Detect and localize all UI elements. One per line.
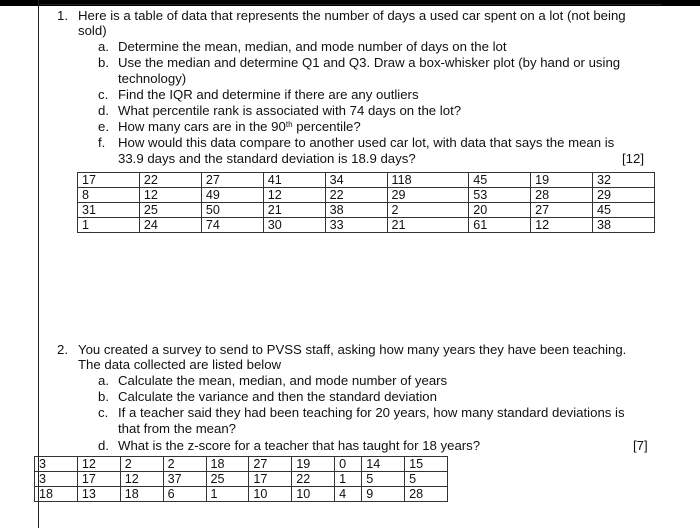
q1-e-sup: th (285, 120, 293, 129)
table-cell: 27 (531, 203, 593, 218)
table-cell: 32 (593, 173, 655, 188)
table-cell: 61 (469, 218, 531, 233)
table-row (35, 487, 448, 502)
table-row (78, 218, 655, 233)
table-cell: 17 (249, 472, 292, 487)
table-cell: 6 (163, 487, 206, 502)
q1-d-letter: d. (98, 103, 109, 118)
q1-marks: [12] (622, 151, 644, 166)
table-cell: 12 (77, 457, 120, 472)
top-rule (38, 4, 662, 5)
table-cell: 34 (325, 173, 387, 188)
table-cell: 50 (201, 203, 263, 218)
table-cell: 12 (120, 472, 163, 487)
top-border (0, 0, 700, 6)
q2-a-text: Calculate the mean, median, and mode number of years (118, 373, 448, 388)
table-cell: 1 (78, 218, 140, 233)
q2-d-text: What is the z-score for a teacher that has taught for 18 years? (118, 438, 481, 453)
table-cell: 1 (206, 487, 249, 502)
table-cell: 19 (531, 173, 593, 188)
table-cell: 19 (292, 457, 335, 472)
table-cell: 49 (201, 188, 263, 203)
q2-c-line-2: that from the mean? (118, 421, 237, 436)
table-cell: 1 (335, 472, 362, 487)
table-cell: 28 (405, 487, 448, 502)
table-cell: 14 (362, 457, 405, 472)
q2-stem-line-2: The data collected are listed below (78, 357, 282, 372)
q1-stem-line-2: sold) (78, 23, 107, 38)
table-cell: 12 (531, 218, 593, 233)
table-cell: 18 (206, 457, 249, 472)
table-cell: 24 (139, 218, 201, 233)
q1-a-letter: a. (98, 39, 109, 54)
table-cell: 31 (78, 203, 140, 218)
q1-stem-line-1: Here is a table of data that represents the number of days a used car spent on a lot (not being (78, 8, 626, 23)
q1-e-post: percentile? (292, 119, 361, 134)
table-row (35, 457, 448, 472)
q2-c-letter: c. (98, 405, 109, 420)
table-cell: 5 (362, 472, 405, 487)
table-cell: 29 (387, 188, 469, 203)
table-cell: 74 (201, 218, 263, 233)
table-cell: 22 (139, 173, 201, 188)
table-cell: 10 (292, 487, 335, 502)
table-cell: 9 (362, 487, 405, 502)
table-cell: 13 (77, 487, 120, 502)
table-cell: 17 (77, 472, 120, 487)
q1-c-letter: c. (98, 87, 109, 102)
table-cell: 21 (263, 203, 325, 218)
table-cell: 30 (263, 218, 325, 233)
q1-e-pre: How many cars are in the 90 (118, 119, 286, 134)
q2-c-line-1: If a teacher said they had been teaching for 20 years, how many standard deviations is (118, 405, 625, 420)
q1-number: 1. (57, 8, 68, 23)
table-cell: 27 (201, 173, 263, 188)
table-cell: 29 (593, 188, 655, 203)
q2-data-table (34, 456, 448, 502)
table-cell: 4 (335, 487, 362, 502)
q1-b-letter: b. (98, 55, 109, 70)
q2-b-letter: b. (98, 389, 109, 404)
table-cell: 18 (35, 487, 78, 502)
q1-d-text: What percentile rank is associated with 74 days on the lot? (118, 103, 462, 118)
table-cell: 25 (139, 203, 201, 218)
table-cell: 12 (139, 188, 201, 203)
table-cell: 41 (263, 173, 325, 188)
q1-c-text: Find the IQR and determine if there are any outliers (118, 87, 419, 102)
table-cell: 27 (249, 457, 292, 472)
table-cell: 21 (387, 218, 469, 233)
table-cell: 12 (263, 188, 325, 203)
q1-a-text: Determine the mean, median, and mode number of days on the lot (118, 39, 507, 54)
table-cell: 20 (469, 203, 531, 218)
left-margin-line (38, 0, 39, 528)
table-cell: 22 (325, 188, 387, 203)
table-cell: 2 (163, 457, 206, 472)
table-cell: 3 (35, 472, 78, 487)
q2-number: 2. (57, 342, 68, 357)
q1-f-line-1: How would this data compare to another used car lot, with data that says the mean is (118, 135, 615, 150)
table-cell: 5 (405, 472, 448, 487)
table-row (78, 173, 655, 188)
table-cell: 33 (325, 218, 387, 233)
table-row (78, 188, 655, 203)
table-cell: 53 (469, 188, 531, 203)
q2-marks: [7] (633, 438, 648, 453)
q1-f-letter: f. (98, 135, 106, 150)
table-cell: 37 (163, 472, 206, 487)
q1-b-line-1: Use the median and determine Q1 and Q3. Draw a box-whisker plot (by hand or using (118, 55, 621, 70)
table-row (78, 203, 655, 218)
table-cell: 45 (593, 203, 655, 218)
table-cell: 2 (120, 457, 163, 472)
table-cell: 17 (78, 173, 140, 188)
q1-e-letter: e. (98, 119, 109, 134)
table-cell: 118 (387, 173, 469, 188)
table-cell: 8 (78, 188, 140, 203)
q2-d-letter: d. (98, 438, 109, 453)
q1-b-line-2: technology) (118, 71, 187, 86)
q2-a-letter: a. (98, 373, 109, 388)
table-cell: 38 (325, 203, 387, 218)
table-cell: 45 (469, 173, 531, 188)
table-cell: 28 (531, 188, 593, 203)
q2-stem-line-1: You created a survey to send to PVSS staff, asking how many years they have been teaching. (78, 342, 627, 357)
table-cell: 0 (335, 457, 362, 472)
table-cell: 15 (405, 457, 448, 472)
q1-f-line-2: 33.9 days and the standard deviation is 18.9 days? (118, 151, 416, 166)
table-cell: 25 (206, 472, 249, 487)
table-cell: 22 (292, 472, 335, 487)
table-cell: 2 (387, 203, 469, 218)
table-cell: 3 (35, 457, 78, 472)
table-row (35, 472, 448, 487)
table-cell: 38 (593, 218, 655, 233)
q2-b-text: Calculate the variance and then the standard deviation (118, 389, 437, 404)
table-cell: 10 (249, 487, 292, 502)
q1-e-text (118, 119, 361, 135)
q1-data-table (77, 172, 655, 233)
table-cell: 18 (120, 487, 163, 502)
